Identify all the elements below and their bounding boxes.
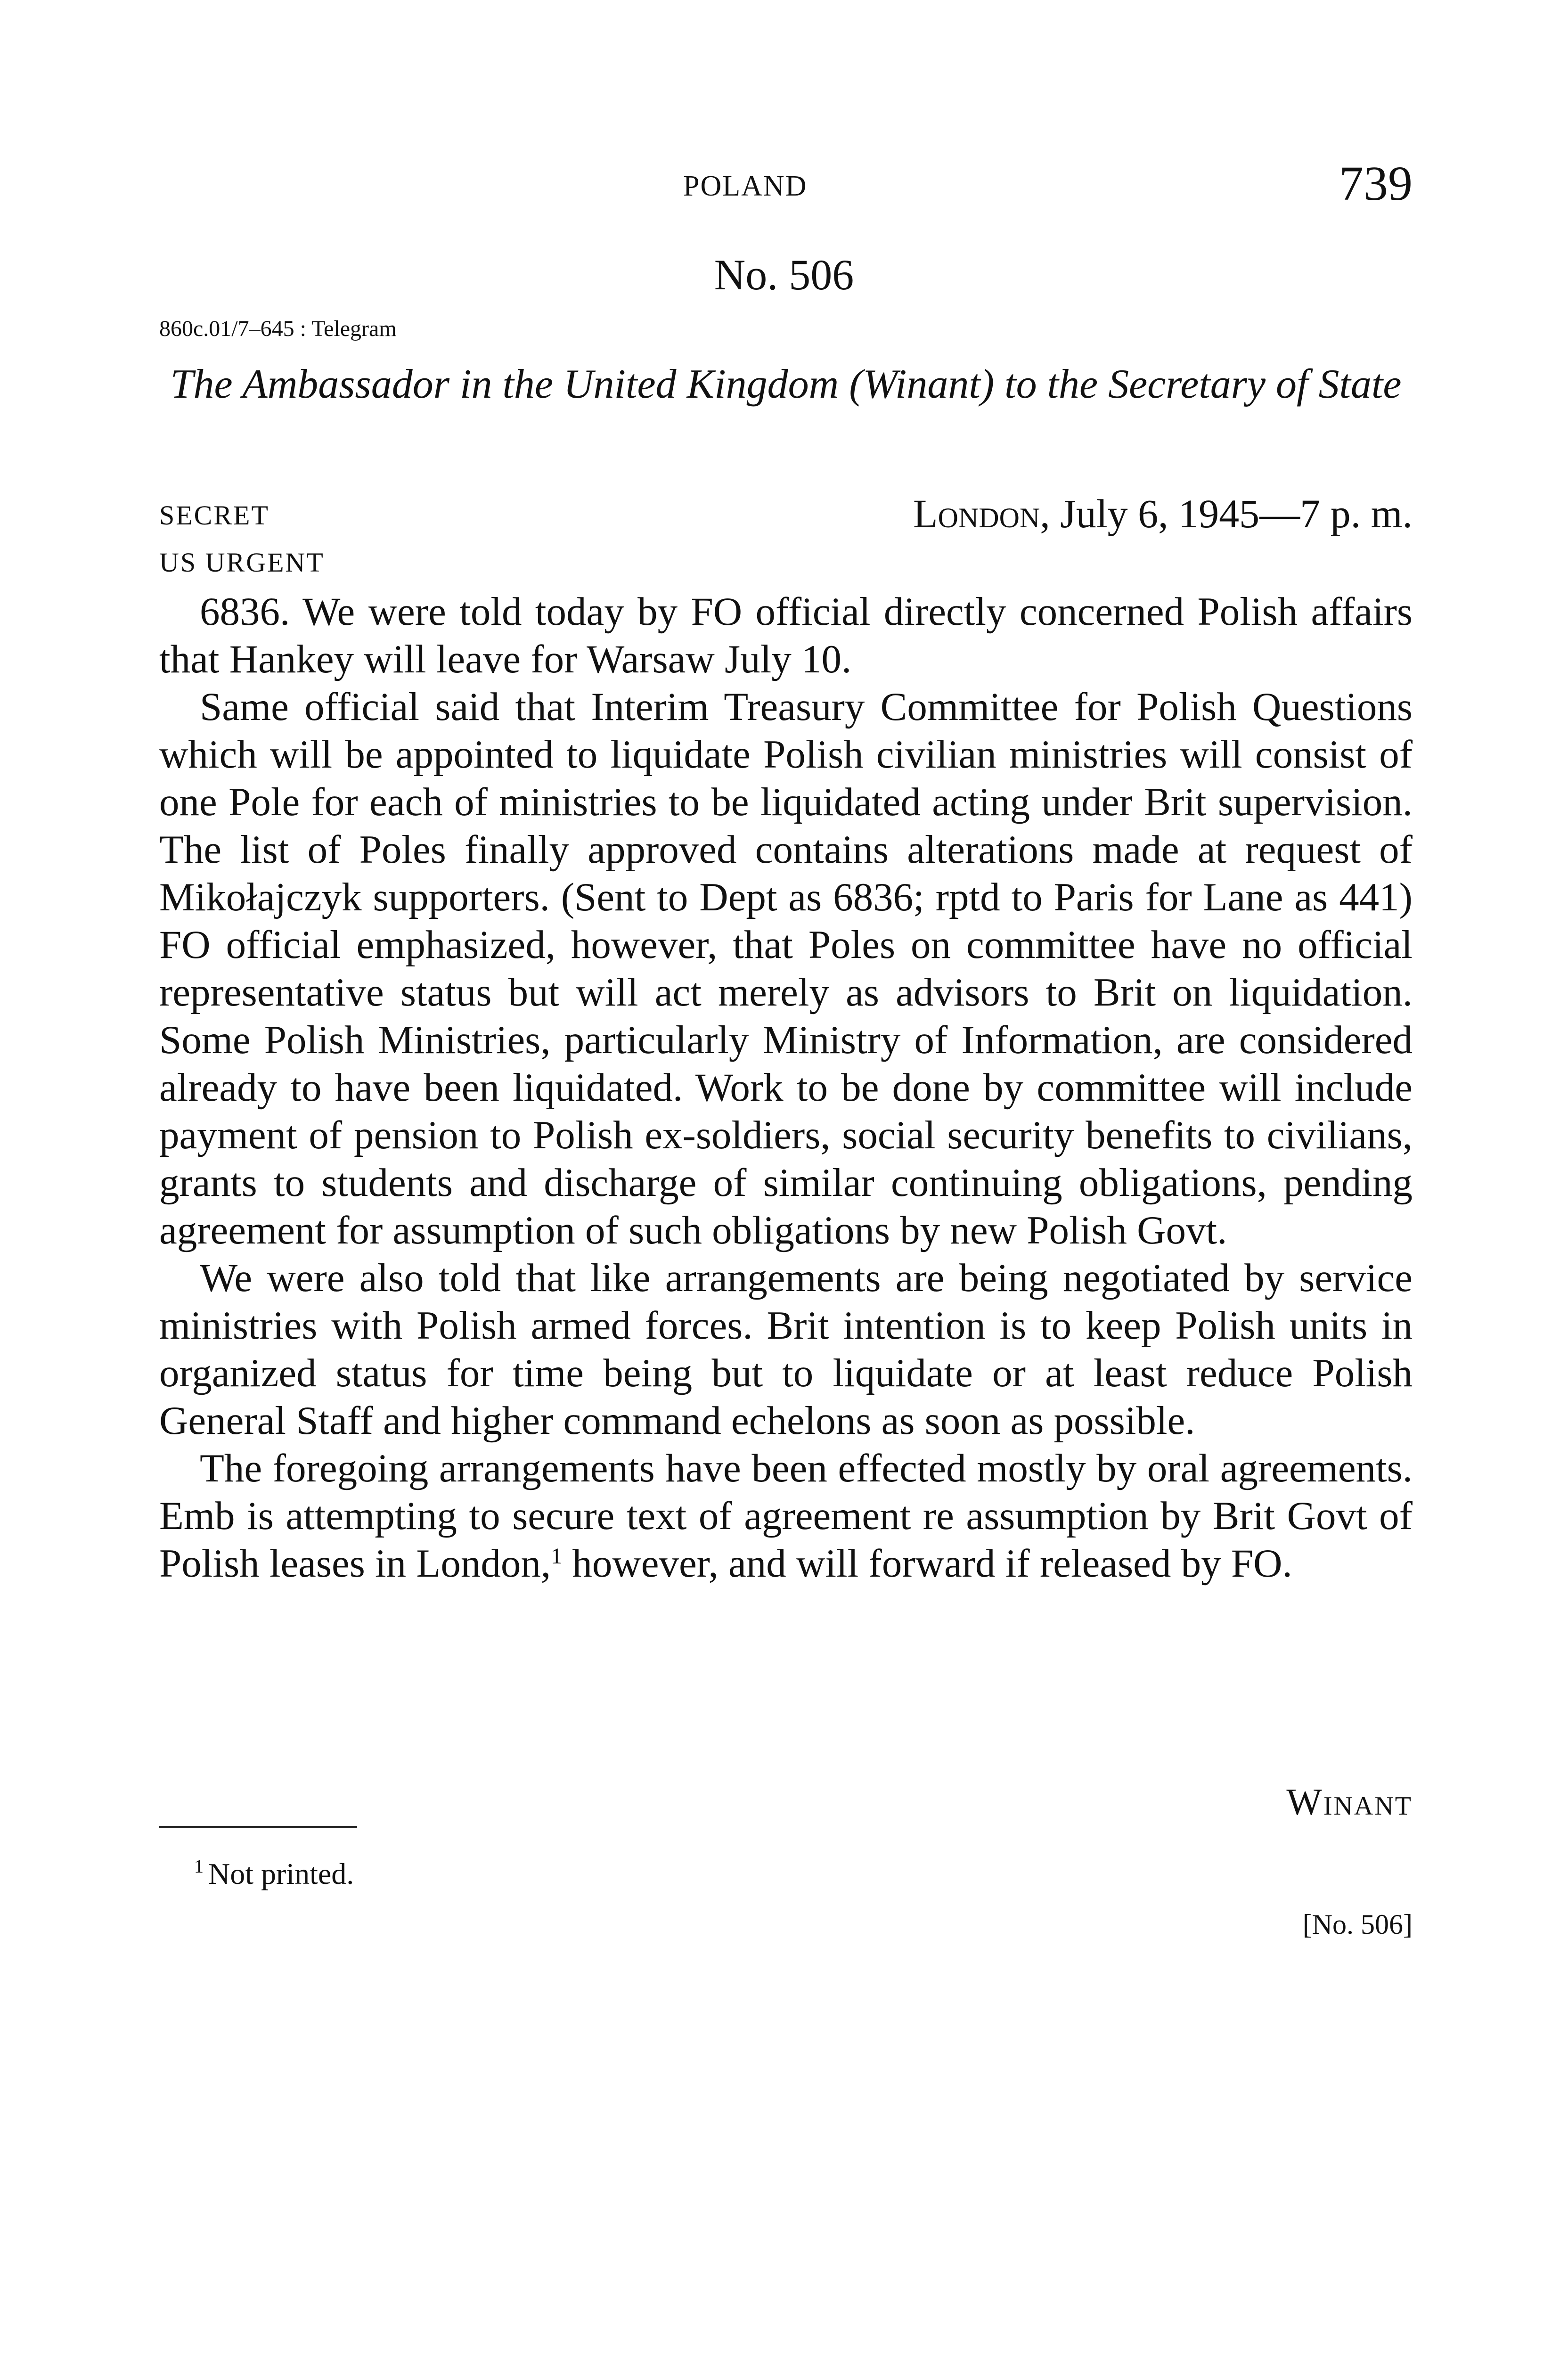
document-marker: [No. 506]: [1302, 1909, 1413, 1940]
paragraph-3: We were also told that like arrangements are being negotiated by service ministries with Polish armed forces. Brit intention is to keep Polish units in organized status for time being but to liquidate or at least reduce Polish General Staff and higher command echelons as soon as possible.: [159, 1256, 1413, 1443]
paragraph-2: Same official said that Interim Treasury Committee for Polish Questions which will be appointed to liquidate Polish civilian ministries will consist of one Pole for each of ministries to be liquidated acting under Brit supervision. The list of Poles finally approved contains alterations made at request of Mikołajczyk supporters. (Sent to Dept as 6836; rptd to Paris for Lane as 441) FO official emphasized, however, that Poles on committee have no official representative status but will act merely as advisors to Brit on liquidation. Some Polish Ministries, particularly Ministry of Information, are considered already to have been liquidated. Work to be done by committee will include payment of pension to Polish ex-soldiers, social security benefits to civilians, grants to students and discharge of similar continuing obligations, pending agreement for assumption of such obligations by new Polish Govt.: [159, 685, 1413, 1252]
classification-urgent: US URGENT: [159, 547, 325, 578]
paragraph-4-part-2: however, and will forward if released by FO.: [562, 1541, 1292, 1586]
dateline: [913, 490, 1413, 537]
paragraph-4: [159, 1445, 1413, 1587]
footnote-text: Not printed.: [208, 1857, 354, 1890]
document-number: No. 506: [714, 251, 854, 299]
footnote-divider: [159, 1826, 357, 1828]
footnote-marker: 1: [194, 1856, 204, 1877]
running-head: POLAND: [683, 170, 808, 202]
signature: Winant: [1286, 1782, 1413, 1823]
telegram-body: [159, 588, 1413, 1587]
footnote-reference[interactable]: 1: [551, 1544, 563, 1569]
dateline-date: , July 6, 1945—7 p. m.: [1040, 491, 1413, 536]
document-title: The Ambassador in the United Kingdom (Winant) to the Secretary of State: [170, 361, 1402, 407]
paragraph-4-part-1: The foregoing arrangements have been effected mostly by oral agreements. Emb is attempting to secure text of agreement re assumption by Brit Govt of Polish leases in London,: [159, 1446, 1413, 1586]
page-number: 739: [1339, 156, 1413, 211]
paragraph-1: 6836. We were told today by FO official directly concerned Polish affairs that Hankey will leave for Warsaw July 10.: [159, 589, 1413, 681]
classification-secret: SECRET: [159, 500, 270, 531]
file-reference: 860c.01/7–645 : Telegram: [159, 316, 397, 341]
footnote: [194, 1857, 354, 1891]
dateline-place: London: [913, 491, 1040, 536]
